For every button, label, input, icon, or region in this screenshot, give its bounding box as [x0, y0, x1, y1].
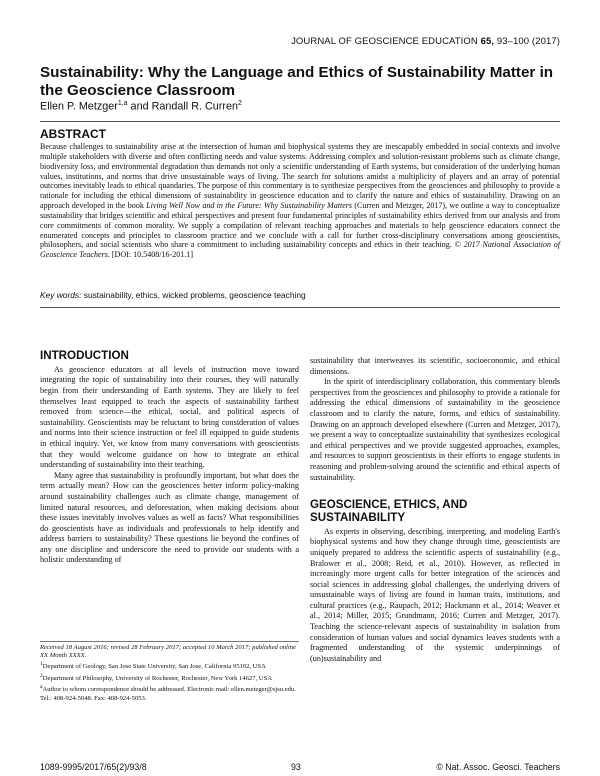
abstract-body: Because challenges to sustainability arise at the intersection of human and biophysical systems they are inescapably embedded in social contexts and involve multiple stakeholders with diverse and often conflicting needs and value systems. Addressing complex and solution-resistant problems such as climate change, biodiversity loss, and environmental degradation thus demands not only a scientific understanding of Earth systems, but consideration of the underlying human values, institutions, and norms that drive unsustainable ways of living. The search for solutions amidst a multiplicity of players and an array of potential outcomes inevitably leads to ethical quandaries. The purpose of this commentary is to synthesize perspectives from the geosciences and philosophy to provide a rationale for including the ethical dimensions of sustainability in geoscience education and to clarify the nature and ethics of sustainability. Drawing on an approach developed in the book Living Well Now and in the Future: Why Sustainability Matters (Curren and Metzger, 2017), we outline a way to conceptualize sustainability that bridges scientific and ethical perspectives and present four fundamental principles of sustainability ethics derived from our analysis and from core commitments of common morality. We supply a compilation of relevant teaching approaches and materials to help geoscience educators connect the enumerated concepts and principles to classroom practice and we conclude with a call for further cross-disciplinary conversations among geoscientists, philosophers, and social scientists who share a commitment to including sustainability concepts and ethics in their teaching. © 2017 National Association of Geoscience Teachers. [DOI: 10.5408/16-201.1] — [40, 142, 561, 260]
footnotes — [40, 644, 299, 703]
journal-pages: 93–100 (2017) — [496, 36, 560, 47]
doi: . [DOI: 10.5408/16-201.1] — [107, 250, 194, 260]
author-2-affiliation: 2 — [238, 100, 242, 107]
section-2-heading: GEOSCIENCE, ETHICS, AND SUSTAINABILITY — [310, 498, 468, 524]
abstract-heading: ABSTRACT — [40, 127, 106, 141]
keywords-text: sustainability, ethics, wicked problems, geoscience teaching — [81, 290, 306, 300]
footer-page-number: 93 — [291, 762, 301, 772]
keywords-label: Key words: — [40, 290, 82, 300]
footer-publisher: © Nat. Assoc. Geosci. Teachers — [436, 762, 560, 772]
article-title: Sustainability: Why the Language and Ethics of Sustainability Matter in the Geoscience Classroom — [40, 64, 554, 99]
keywords-bottom-rule — [40, 307, 560, 308]
author-list — [40, 100, 242, 113]
footer-issn: 1089-9995/2017/65(2)/93/8 — [40, 762, 147, 772]
abstract-top-rule — [40, 121, 560, 122]
intro-paragraph-1: As geoscience educators at all levels of instruction move toward integrating the topic of sustainability into their courses, they will naturally begin from their understanding of Earth systems. They are likely to feel themselves least equipped to teach the aspects of sustainability farthest removed from science—the ethical, social, and political aspects of sustainability. Geoscientists may be reluctant to bring consideration of values and norms into their science instruction or feel ill equipped to guide students in ethical inquiry. Yet, we know from many conversations with geoscientists that they would welcome guidance on how to integrate an ethical understanding of sustainability into their teaching. — [40, 364, 299, 470]
received-dates: Received 18 August 2016; revised 28 February 2017; accepted 10 March 2017; published online XX Month XXXX. — [40, 644, 296, 660]
footnote-1: $^1$Department of Geology, San Jose State University, San Jose, California 95192, USA — [40, 661, 266, 671]
author-1-affiliation: 1,a — [117, 100, 128, 107]
author-2: and Randall R. Curren — [127, 100, 238, 113]
copyright-notice: © 2017 National Association of Geoscience Teachers — [40, 240, 560, 260]
journal-volume: 65, — [480, 36, 495, 47]
section-2-paragraph-1: As experts in observing, describing, interpreting, and modeling Earth's biophysical systems and how they change through time, geoscientists are uniquely prepared to address the scientific aspects of sustainability (e.g., Bralower et al., 2008; Reid, et al., 2010). However, as reflected in increasingly more urgent calls for better integration of the sciences and social sciences in addressing global challenges, the underlying drivers of unsustainable ways of living are found in human traits, institutions, and cultural practices (e.g., Raupach, 2012; Hackmann et al., 2014; Weaver et al., 2014; Miller, 2015; Grundmann, 2016; Curren and Metzger, 2017). Teaching the science-relevant aspects of sustainability in isolation from consideration of human values and social dynamics leaves students with a fragmented understanding of the systemic underpinnings of (un)sustainability and — [310, 526, 560, 663]
author-1: Ellen P. Metzger — [40, 100, 118, 113]
keywords — [40, 290, 560, 300]
footnote-rule — [40, 641, 299, 642]
book-title: Living Well Now and in the Future: Why Sustainability Matters — [146, 201, 353, 211]
right-column — [310, 350, 560, 664]
journal-name: JOURNAL OF GEOSCIENCE EDUCATION — [291, 36, 478, 47]
introduction-heading: INTRODUCTION — [40, 349, 129, 362]
intro-paragraph-4: In the spirit of interdisciplinary collaboration, this commentary blends perspectives from the geosciences and philosophy to provide a rationale for addressing the ethical dimensions of sustainability in the geoscience classroom and to clarify the nature, forms, and ethics of sustainability. Drawing on an approach developed elsewhere (Curren and Metzger, 2017), we present a way to conceptualize sustainability that synthesizes ecological and ethical perspectives and we provide suggested approaches, examples, and resources to support geoscientists in their efforts to engage students in reasoning and problem-solving around the scientific and ethical aspects of sustainability. — [310, 377, 560, 482]
left-column — [40, 350, 299, 566]
intro-paragraph-3: sustainability that interweaves its scientific, socioeconomic, and ethical dimensions. — [310, 356, 560, 376]
abstract-section — [40, 123, 560, 280]
footnote-2: $^2$Department of Philosophy, University of Rochester, Rochester, New York 14627, USA — [40, 672, 272, 682]
footnote-a: $^a$Author to whom correspondence should be addressed. Electronic mail: ellen.metzger@sjsu.edu. Tel.: 408-924-5048. Fax: 408-924-5053. — [40, 684, 296, 702]
intro-paragraph-2: Many agree that sustainability is profoundly important, but what does the term actually mean? How can the geosciences better inform policy-making around sustainability challenges such as climate change, management of limited natural resources, and deforestation, when making decisions about these issues inevitably involves values as well as facts? What responsibilities do geoscientists have as individuals and professionals to help identify and address barriers to sustainability? These questions lie beyond the confines of any one discipline and underscore the need to provide our students with a holistic understanding of — [40, 470, 299, 565]
journal-header — [291, 36, 560, 47]
